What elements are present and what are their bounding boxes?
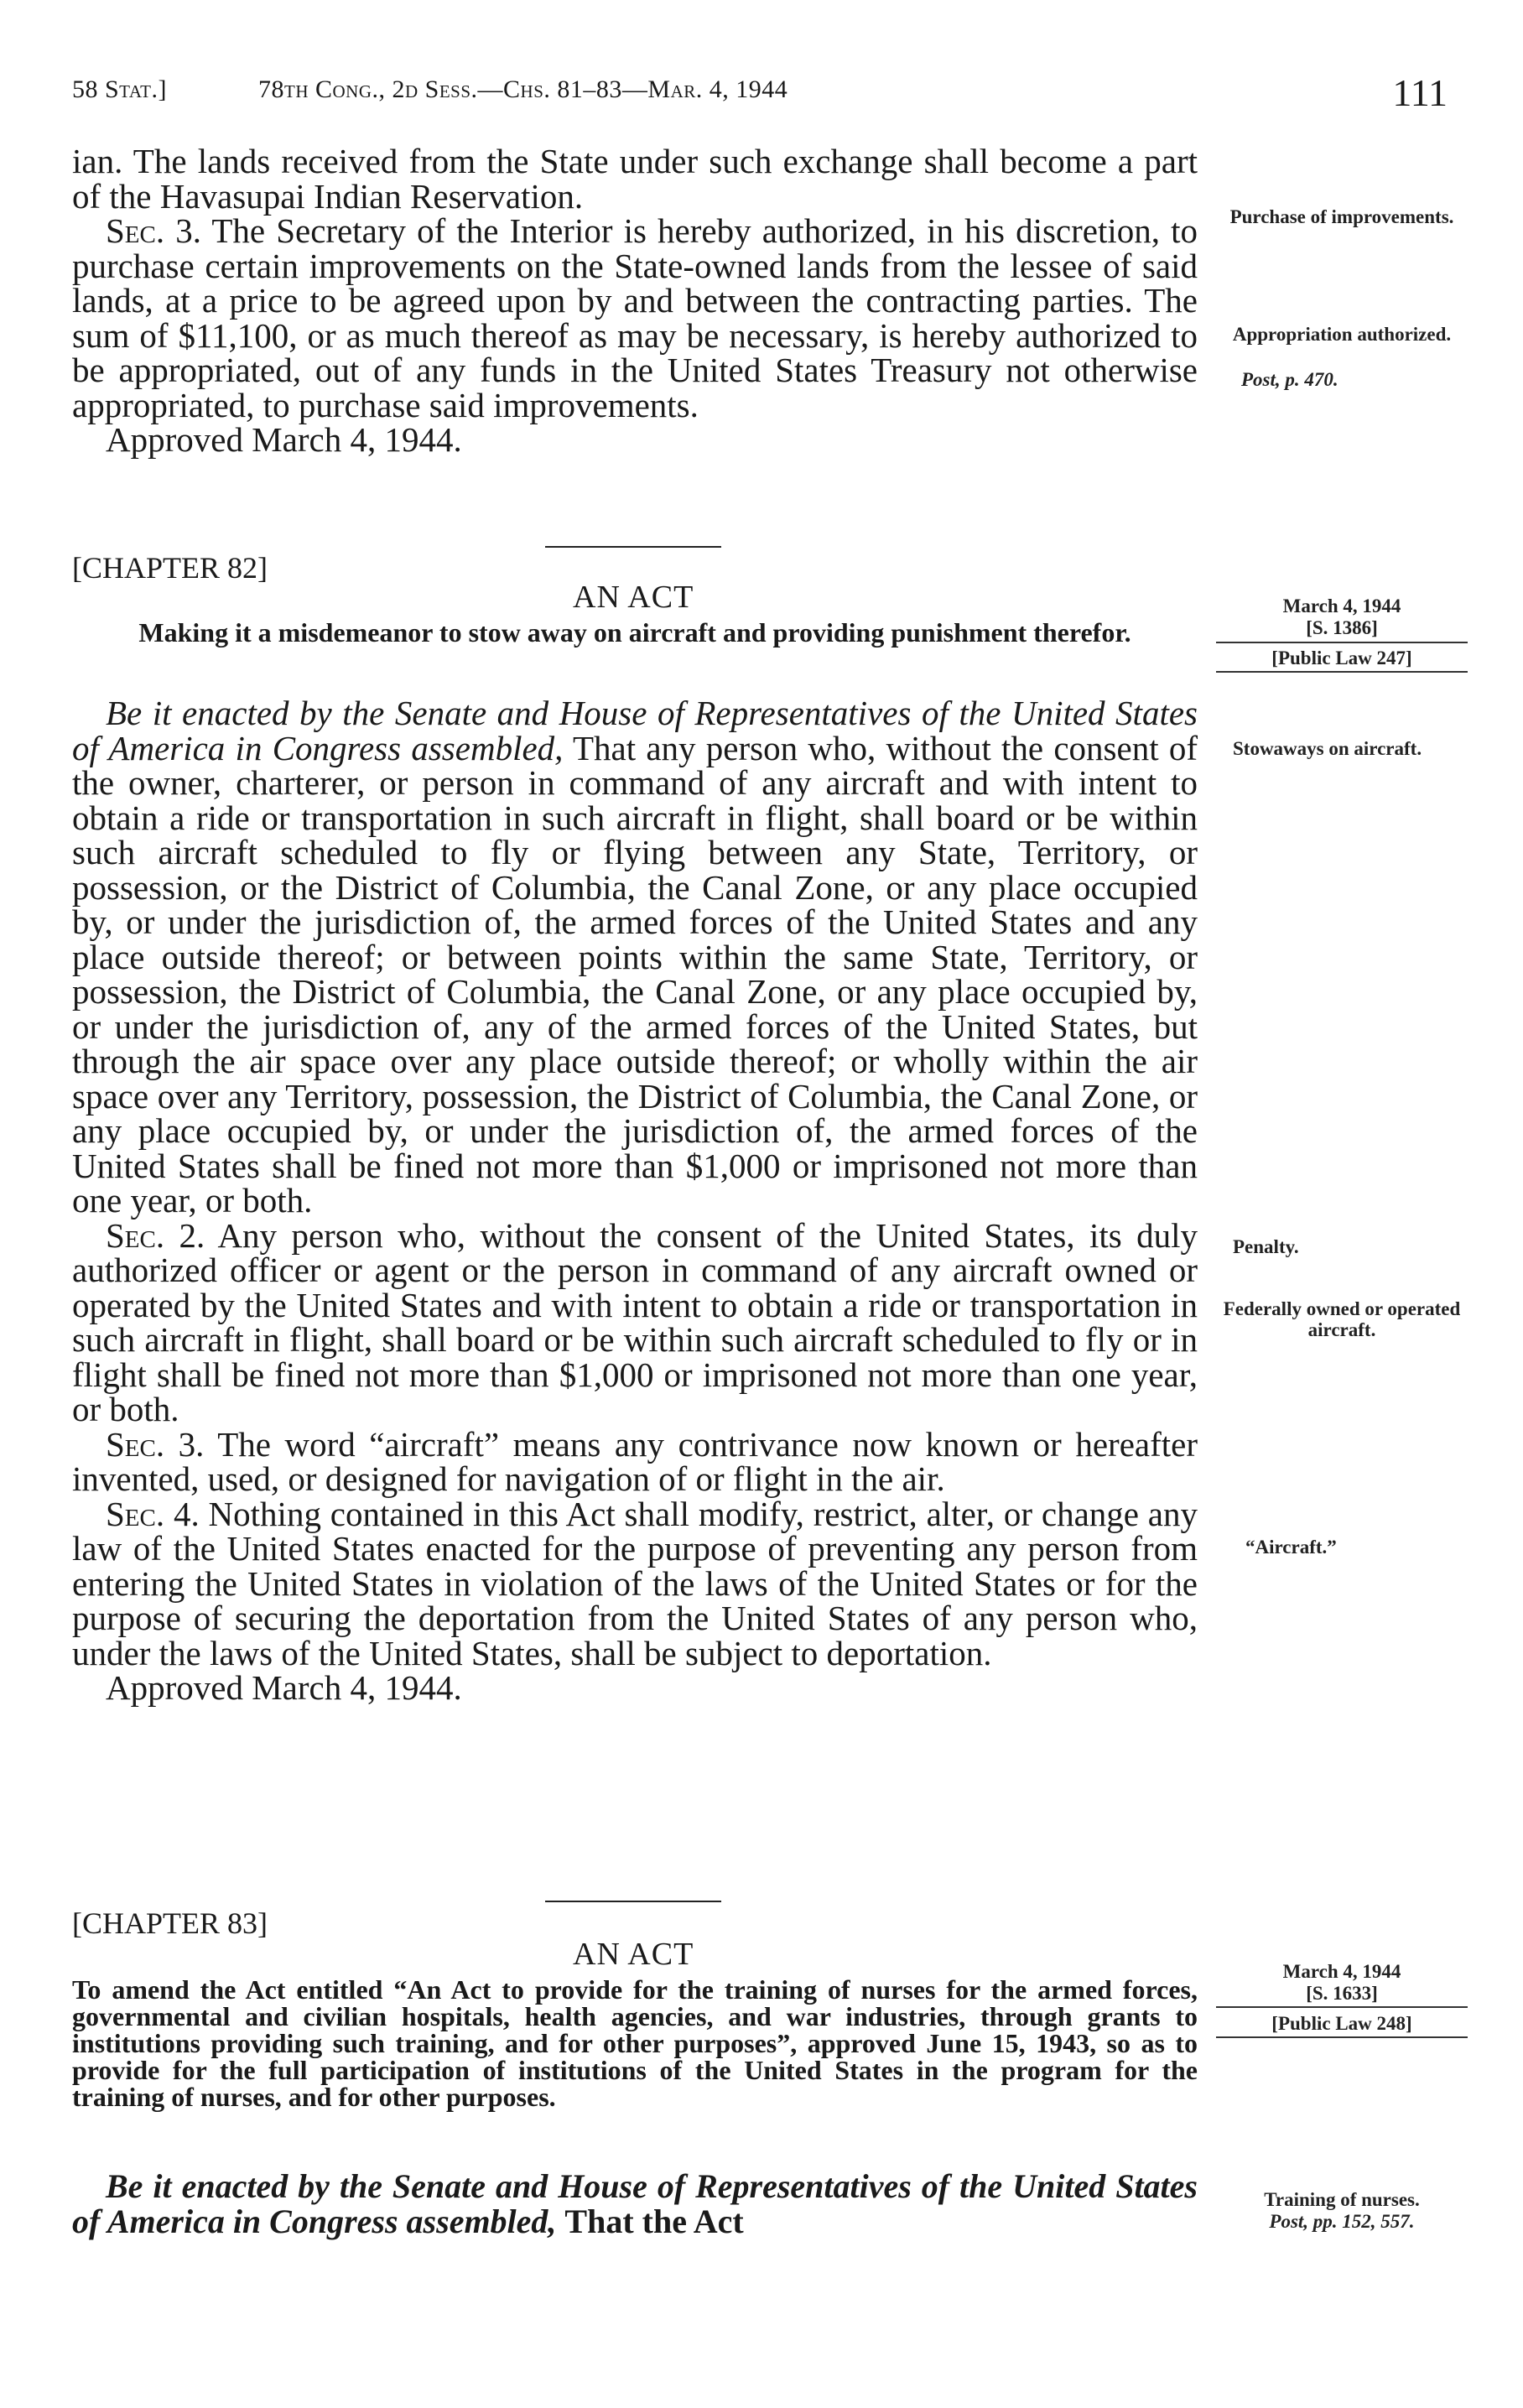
ch82-sec1-text: That any person who, without the consent of the owner, charterer, or person in command of any aircraft and with intent to obtain a ride or transportation in such aircraft in flight, shall board or be within such aircraft scheduled to fly or flying between any State, Territory, or possession, or the District of Columbia, the Canal Zone, or any place occupied by, or under the jurisdiction of, the armed forces of the United States and any place outside thereof; or between points within the same State, Territory, or possession, the District of Columbia, the Canal Zone, or any place occupied by, or under the jurisdiction of, any of the armed forces of the United States, but through the air space over any place outside thereof; or wholly within the air space over any Territory, possession, the District of Columbia, the Canal Zone, or any place occupied by, or under the jurisdiction of, the armed forces of the United States shall be fined not more than $1,000 or imprisoned not more than one year, or both.	[72, 728, 1198, 1220]
section-label: Sec. 2.	[106, 1215, 205, 1255]
section-label: Sec. 4.	[106, 1494, 200, 1533]
divider-rule	[545, 546, 721, 548]
ch82-sec4-text: Nothing contained in this Act shall modify, restrict, alter, or change any law of the United States enacted for the purpose of preventing any person from entering the United States in violation of the laws of the United States or for the purpose of securing the deportation from the United States of any person who, under the laws of the United States, shall be subject to deportation.	[72, 1494, 1198, 1672]
session-info: 78th Cong., 2d Sess.—Chs. 81–83—Mar. 4, 1944	[258, 75, 788, 103]
margin-rule	[1216, 671, 1468, 673]
ch82-sec2-text: Any person who, without the consent of the United States, its duly authorized officer or agent or the person in command of any aircraft owned or operated by the United States and with intent to obtain a ride or transportation in such aircraft in flight, shall board or be within such aircraft scheduled to fly or in flight shall be fined not more than $1,000 or imprisoned not more than one year, or both.	[72, 1215, 1198, 1428]
ch81-approved: Approved March 4, 1944.	[106, 420, 462, 459]
ch82-body	[72, 696, 1198, 1706]
margin-note-training-ref: Post, pp. 152, 557.	[1269, 2211, 1415, 2232]
enacting-clause: Be it enacted by the Senate and House of Representatives of the United States of America in Congress assembled,	[72, 694, 1198, 767]
ch82-sec4	[72, 1494, 1198, 1672]
running-header	[72, 70, 1448, 121]
page-number: 111	[1392, 71, 1448, 114]
ch82-sec3	[72, 1424, 1198, 1498]
margin-note-stowaways: Stowaways on aircraft.	[1233, 738, 1422, 759]
ch82-sec2	[72, 1215, 1198, 1428]
margin-note-federally: Federally owned or operated aircraft.	[1223, 1298, 1461, 1340]
margin-ch82-law: [Public Law 247]	[1271, 648, 1412, 668]
section-label: Sec. 3.	[106, 1424, 205, 1464]
margin-rule	[1216, 2036, 1468, 2038]
chapter-82-heading: [CHAPTER 82]	[72, 551, 268, 585]
ch82-title: Making it a misdemeanor to stow away on aircraft and providing punishment therefor.	[138, 617, 1131, 648]
enacting-clause: Be it enacted by the Senate and House of Representatives of the United States of America in Congress assembled,	[72, 2167, 1198, 2240]
margin-note-aircraft: “Aircraft.”	[1245, 1537, 1337, 1558]
ch83-enacting-para	[72, 2169, 1198, 2239]
stat-volume: 58 Stat.]	[72, 75, 167, 103]
ch83-enacting-tail: That the Act	[564, 2203, 744, 2240]
ch82-sec3-text: The word “aircraft” means any contrivance now known or hereafter invented, used, or designed for navigation of or flight in the air.	[72, 1424, 1198, 1498]
margin-note-appropriation-ref: Post, p. 470.	[1241, 369, 1338, 390]
margin-ch82-bill: [S. 1386]	[1306, 617, 1378, 638]
ch81-continuation	[72, 144, 1198, 458]
ch83-an-act: AN ACT	[573, 1937, 694, 1972]
margin-ch83-law: [Public Law 248]	[1271, 2013, 1412, 2034]
ch82-approved: Approved March 4, 1944.	[106, 1668, 462, 1707]
ch81-para1: ian. The lands received from the State under such exchange shall become a part of the Havasupai Indian Reservation.	[72, 142, 1198, 216]
margin-note-appropriation: Appropriation authorized.	[1232, 324, 1452, 345]
margin-note-training: Training of nurses.	[1264, 2189, 1420, 2210]
margin-ch83-bill: [S. 1633]	[1306, 1983, 1378, 2004]
margin-note-purchase: Purchase of improvements.	[1229, 206, 1454, 227]
ch83-title: To amend the Act entitled “An Act to provide for the training of nurses for the armed forces, governmental and civilian hospitals, health agencies, and war industries, through grants to institutions providing such training, and for other purposes”, approved June 15, 1943, so as to provide for the full participation of institutions of the United States in the program for the training of nurses, and for other purposes.	[72, 1974, 1198, 2112]
chapter-83-heading: [CHAPTER 83]	[72, 1906, 268, 1940]
ch82-sec1	[72, 696, 1198, 1219]
margin-ch82-date: March 4, 1944	[1282, 595, 1401, 616]
ch83-body	[72, 2169, 1198, 2239]
ch81-sec3-text: The Secretary of the Interior is hereby authorized, in his discretion, to purchase certain improvements on the State-owned lands from the lessee of said lands, at a price to be agreed upon by and between the contracting parties. The sum of $11,100, or as much thereof as may be necessary, is hereby authorized to be appropriated, out of any funds in the United States Treasury not otherwise appropriated, to purchase said improvements.	[72, 211, 1198, 424]
margin-rule	[1216, 2006, 1468, 2008]
ch81-sec3	[72, 211, 1198, 424]
divider-rule	[545, 1901, 721, 1902]
margin-rule	[1216, 642, 1468, 643]
section-label: Sec. 3.	[106, 211, 201, 250]
margin-note-penalty: Penalty.	[1233, 1236, 1299, 1257]
margin-ch83-date: March 4, 1944	[1282, 1961, 1401, 1982]
ch82-an-act: AN ACT	[573, 580, 694, 615]
